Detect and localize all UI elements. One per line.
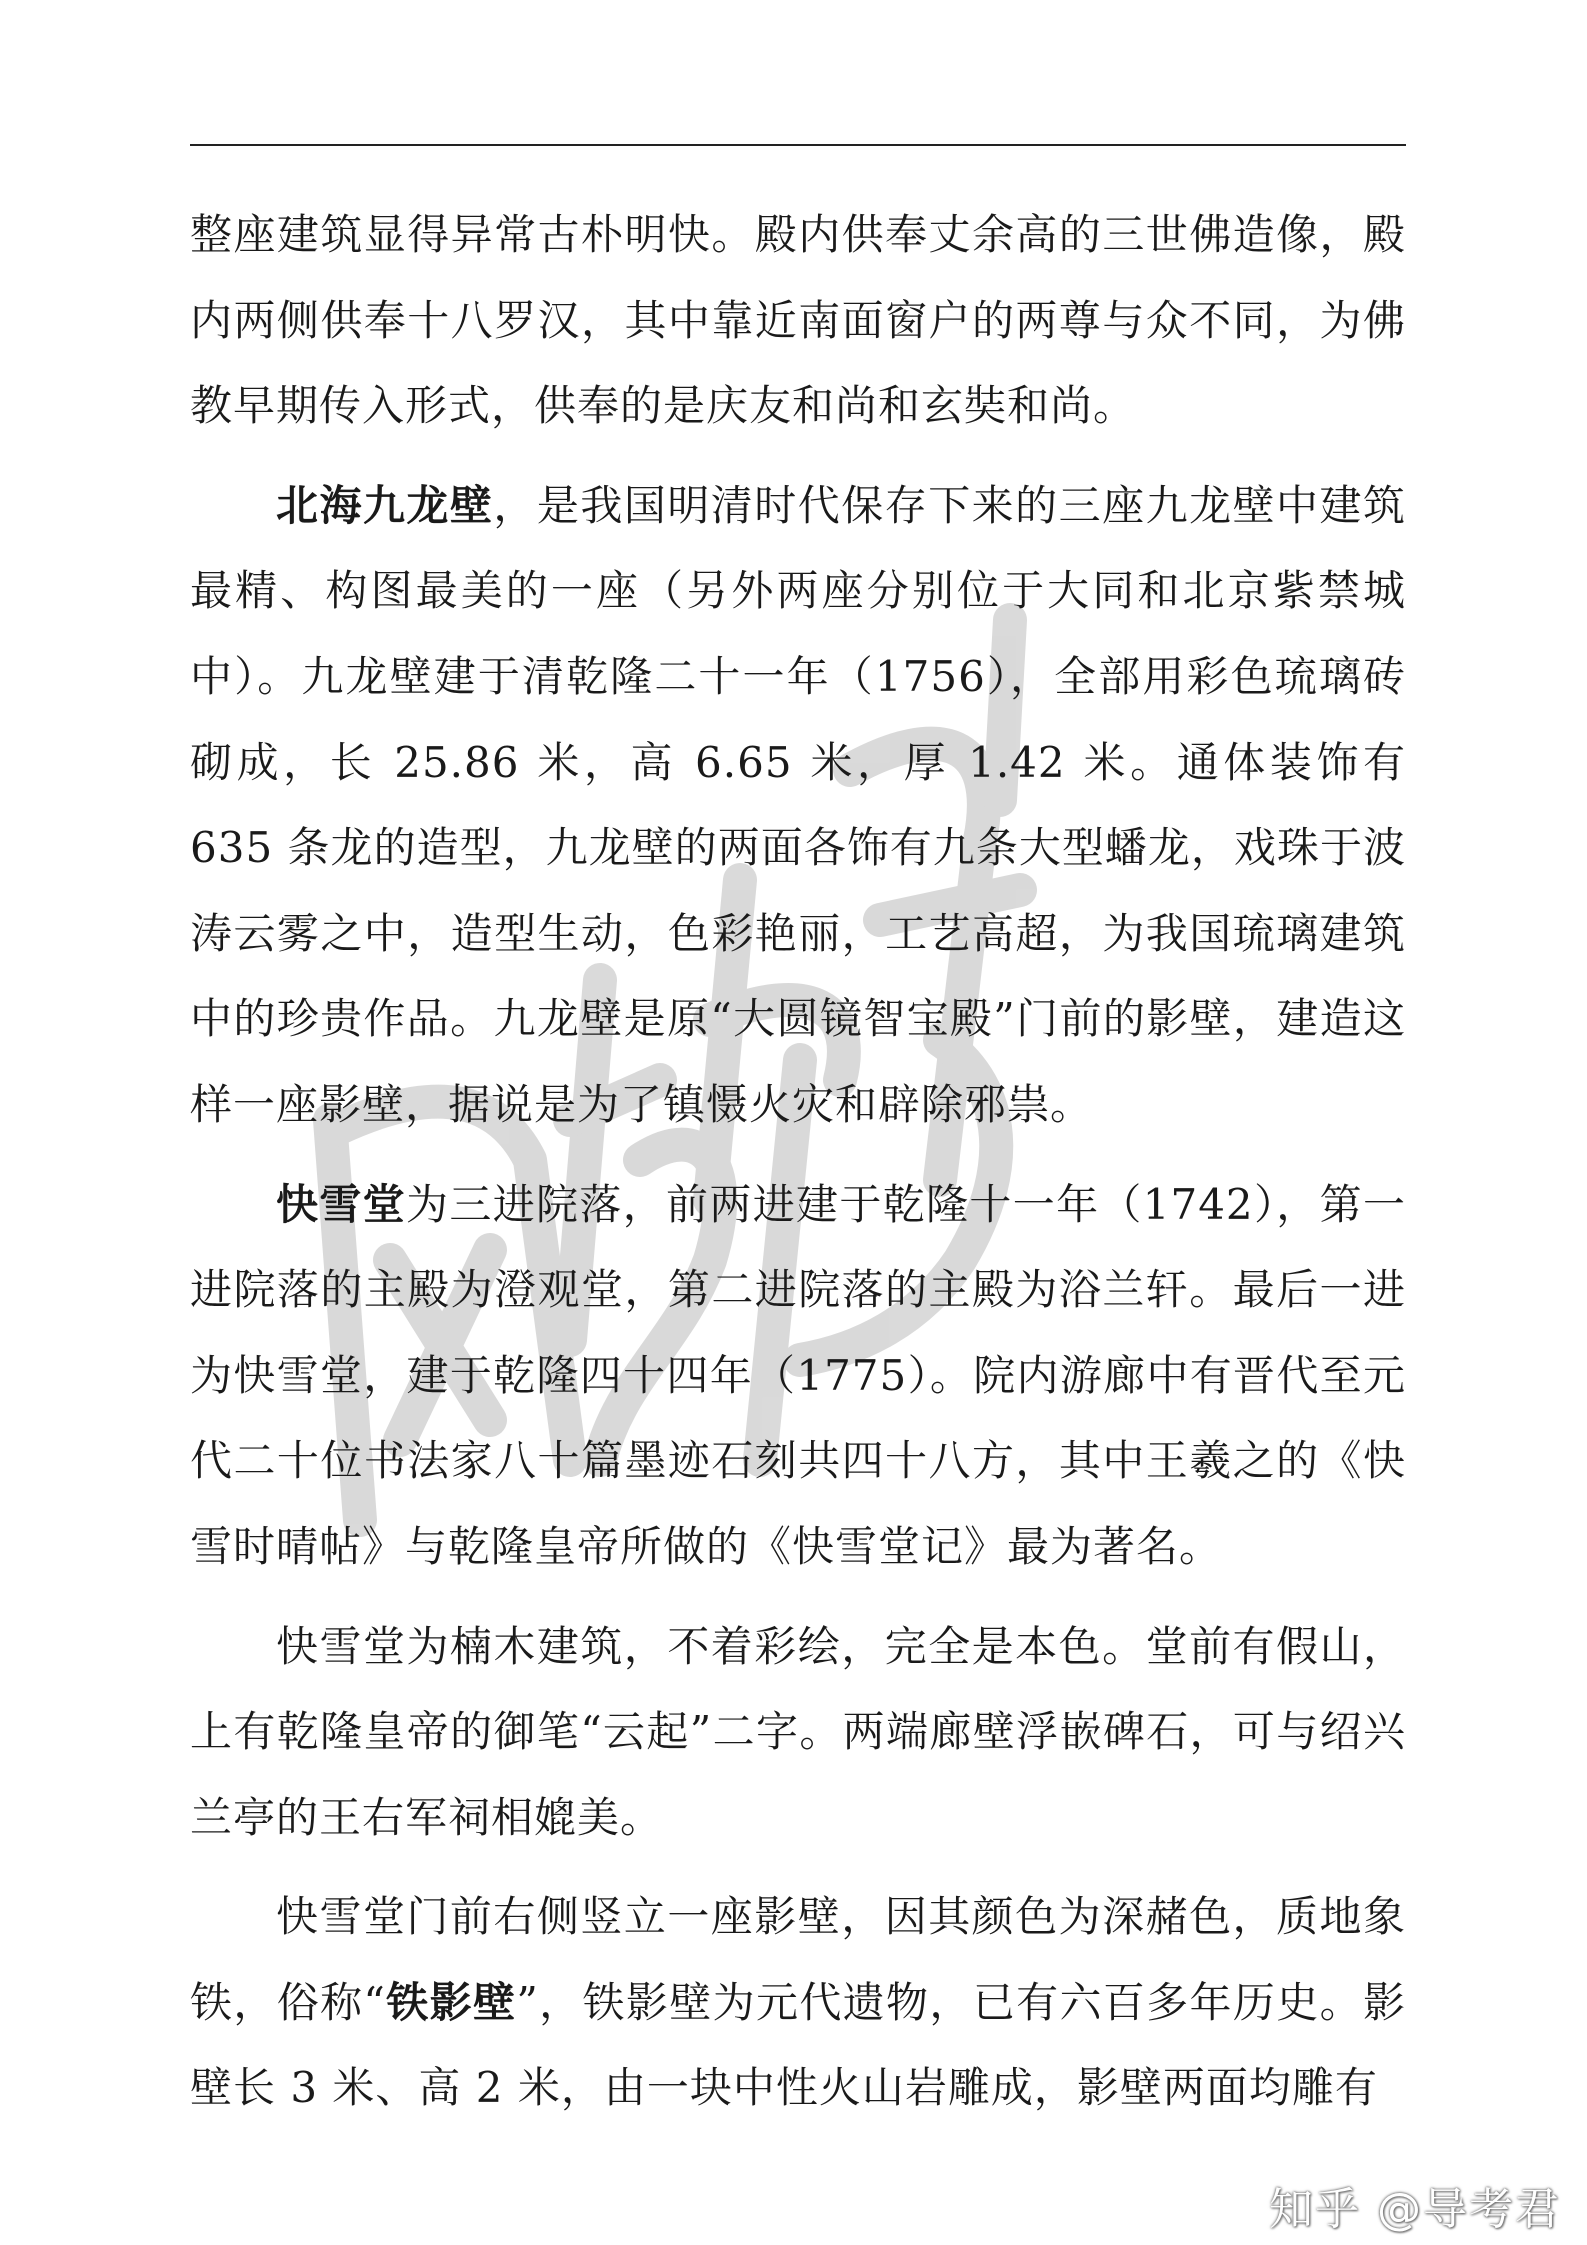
paragraph-text: 快雪堂门前右侧竖立一座影壁，因其颜色为深赭色，质地象铁，俗称“ — [190, 1892, 1406, 2027]
paragraph-text: 为三进院落，前两进建于乾隆十一年（1742），第一进院落的主殿为澄观堂，第二进院落的主殿为浴兰轩。最后一进为快雪堂，建于乾隆四十四年（1775）。院内游廊中有晋代至元代二十位书法家八十篇墨迹石刻共四十八方，其中王羲之的《快雪时晴帖》与乾隆皇帝所做的《快雪堂记》最为著名。 — [190, 1179, 1406, 1571]
header-rule — [190, 144, 1406, 146]
bold-term: 北海九龙壁 — [276, 480, 494, 530]
paragraph-5 — [190, 1874, 1406, 2131]
bold-term: 铁影壁 — [385, 1977, 517, 2027]
bold-term: 快雪堂 — [276, 1179, 407, 1229]
paragraph-text: ”，铁影壁为元代遗物，已有六百多年历史。影壁长 3 米、高 2 米，由一块中性火山岩雕成，影壁两面均雕有 — [190, 1977, 1406, 2113]
paragraph-text: 整座建筑显得异常古朴明快。殿内供奉丈余高的三世佛造像，殿内两侧供奉十八罗汉，其中靠近南面窗户的两尊与众不同，为佛教早期传入形式，供奉的是庆友和尚和玄奘和尚。 — [190, 210, 1406, 431]
paragraph-4 — [190, 1604, 1406, 1861]
paragraph-text: 快雪堂为楠木建筑，不着彩绘，完全是本色。堂前有假山，上有乾隆皇帝的御笔“云起”二字。两端廊壁浮嵌碑石，可与绍兴兰亭的王右军祠相媲美。 — [190, 1621, 1406, 1842]
paragraph-text: ，是我国明清时代保存下来的三座九龙壁中建筑最精、构图最美的一座（另外两座分别位于大同和北京紫禁城中）。九龙壁建于清乾隆二十一年（1756），全部用彩色琉璃砖砌成，长 25.86 米，高 6.65 米，厚 1.42 米。通体装饰有 635 条龙的造型，九龙壁的两面各饰有九条大型蟠龙，戏珠于波涛云雾之中，造型生动，色彩艳丽，工艺高超，为我国琉璃建筑中的珍贵作品。九龙壁是原“大圆镜智宝殿”门前的影壁，建造这样一座影壁，据说是为了镇慑火灾和辟除邪祟。 — [190, 480, 1406, 1129]
paragraph-1 — [190, 192, 1406, 449]
paragraph-3 — [190, 1162, 1406, 1590]
paragraph-2 — [190, 463, 1406, 1148]
zhihu-watermark-brand: 知乎 @导考君 — [1269, 2184, 1561, 2235]
document-body — [190, 192, 1406, 2145]
